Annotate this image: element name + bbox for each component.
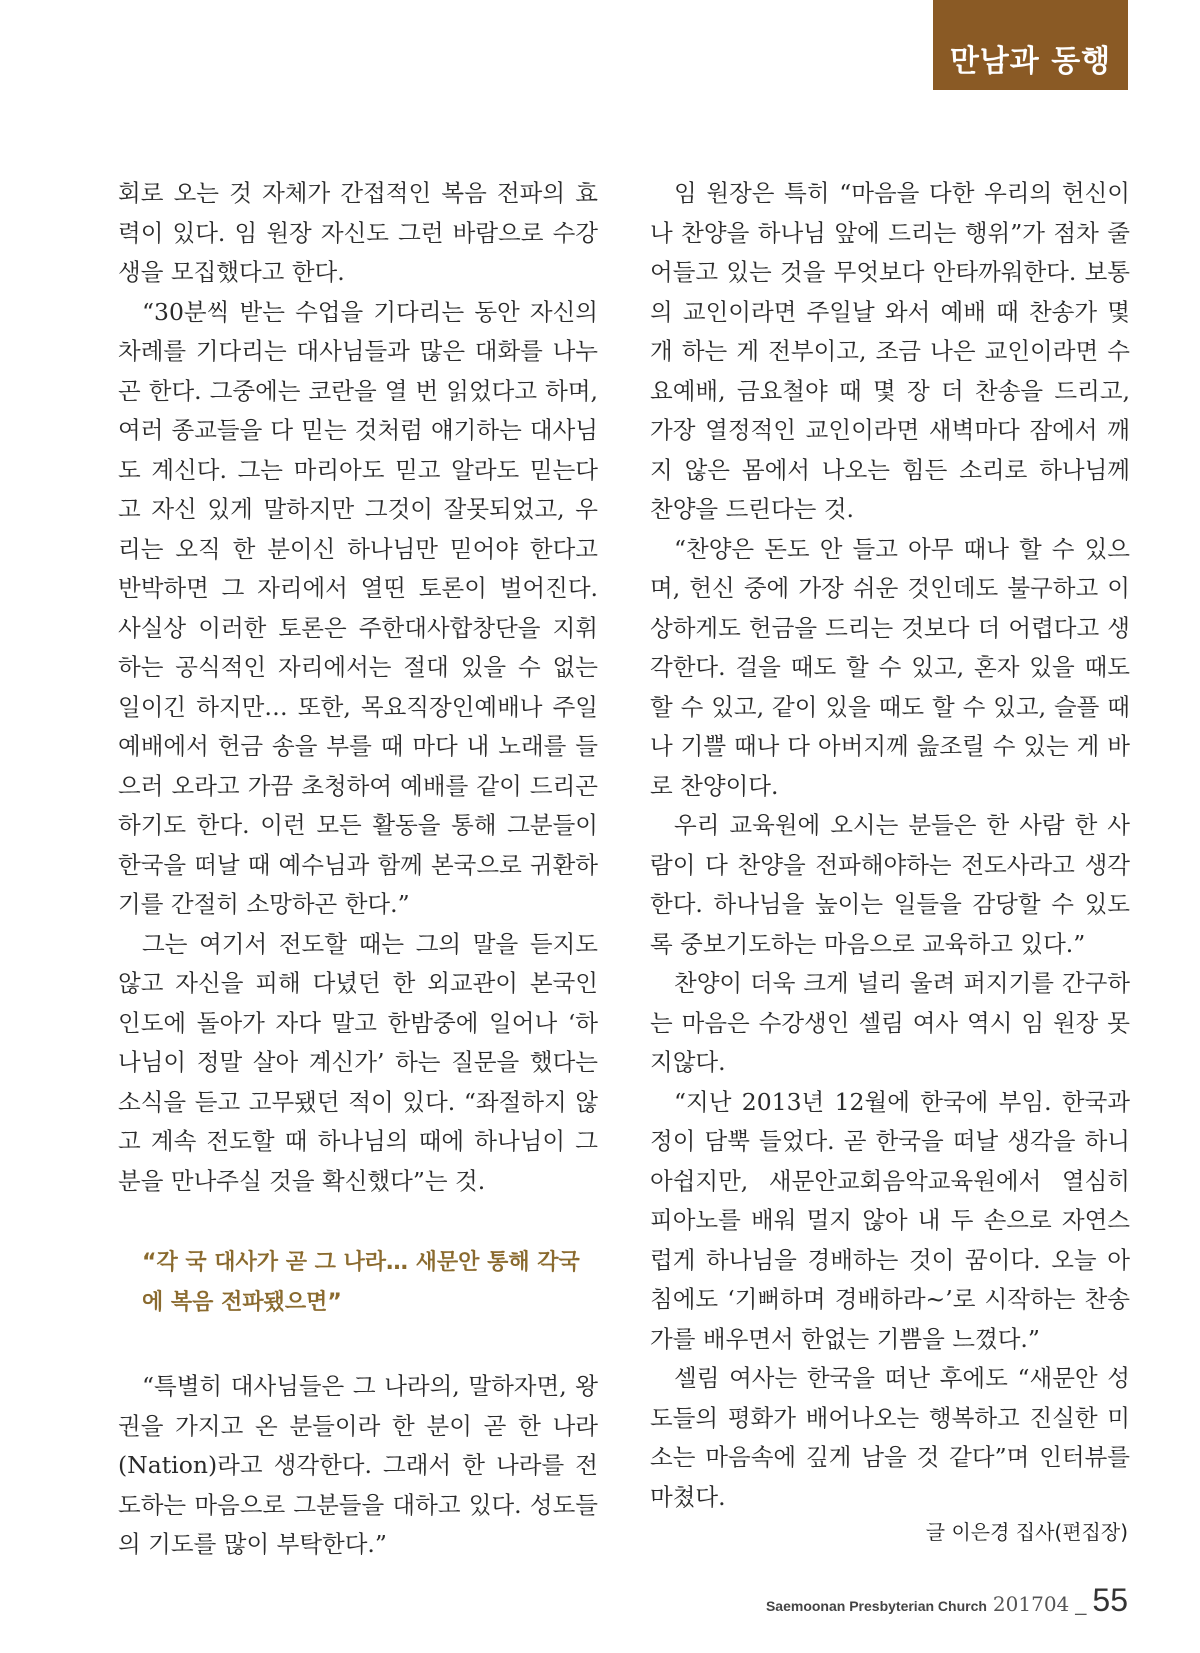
- section-title-tab: [933, 0, 1128, 90]
- issue-number: 201704: [992, 1592, 1070, 1616]
- paragraph: “30분씩 받는 수업을 기다리는 동안 자신의 차례를 기다리는 대사님들과 많은 대화를 나누곤 한다. 그중에는 코란을 열 번 읽었다고 하며, 여러 종교들을 다 믿는 것처럼 얘기하는 대사님도 계신다. 그는 마리아도 믿고 알라도 믿는다고 자신 있게 말하지만 그것이 잘못되었고, 우리는 오직 한 분이신 하나님만 믿어야 한다고 반박하면 그 자리에서 열띤 토론이 벌어진다. 사실상 이러한 토론은 주한대사합창단을 지휘하는 공식적인 자리에서는 절대 있을 수 없는 일이긴 하지만… 또한, 목요직장인예배나 주일예배에서 헌금 송을 부를 때 마다 내 노래를 들으러 오라고 가끔 초청하여 예배를 같이 드리곤 하기도 한다. 이런 모든 활동을 통해 그분들이 한국을 떠날 때 예수님과 함께 본국으로 귀환하기를 간절히 소망하곤 한다.”: [118, 297, 598, 918]
- article-column-left: [118, 174, 598, 1565]
- article-column-right: [650, 174, 1130, 1517]
- paragraph: “특별히 대사님들은 그 나라의, 말하자면, 왕권을 가지고 온 분들이라 한 분이 곧 한 나라(Nation)라고 생각한다. 그래서 한 나라를 전도하는 마음으로 그분들을 대하고 있다. 성도들의 기도를 많이 부탁한다.”: [118, 1372, 598, 1558]
- footer-separator: _: [1075, 1594, 1087, 1616]
- paragraph: “지난 2013년 12월에 한국에 부임. 한국과 정이 담뿍 들었다. 곧 한국을 떠날 생각을 하니 아쉽지만, 새문안교회음악교육원에서 열심히 피아노를 배워 멀지 않아 내 두 손으로 자연스럽게 하나님을 경배하는 것이 꿈이다. 오늘 아침에도 ‘기뻐하며 경배하라~’로 시작하는 찬송가를 배우면서 한없는 기쁨을 느꼈다.”: [650, 1087, 1130, 1353]
- paragraph: 셀림 여사는 한국을 떠난 후에도 “새문안 성도들의 평화가 배어나오는 행복하고 진실한 미소는 마음속에 깊게 남을 것 같다”며 인터뷰를 마쳤다.: [650, 1364, 1130, 1511]
- page-footer: [766, 1582, 1128, 1619]
- paragraph: 임 원장은 특히 “마음을 다한 우리의 헌신이나 찬양을 하나님 앞에 드리는 행위”가 점차 줄어들고 있는 것을 무엇보다 안타까워한다. 보통의 교인이라면 주일날 와서 예배 때 찬송가 몇 개 하는 게 전부이고, 조금 나은 교인이라면 수요예배, 금요철야 때 몇 장 더 찬송을 드리고, 가장 열정적인 교인이라면 새벽마다 잠에서 깨지 않은 몸에서 나오는 힘든 소리로 하나님께 찬양을 드린다는 것.: [650, 179, 1130, 523]
- paragraph: 찬양이 더욱 크게 널리 울려 퍼지기를 간구하는 마음은 수강생인 셀림 여사 역시 임 원장 못지않다.: [650, 969, 1130, 1076]
- church-name: Saemoonan Presbyterian Church: [765, 1598, 987, 1614]
- page-number: 55: [1092, 1582, 1128, 1618]
- paragraph: 우리 교육원에 오시는 분들은 한 사람 한 사람이 다 찬양을 전파해야하는 전도사라고 생각한다. 하나님을 높이는 일들을 감당할 수 있도록 중보기도하는 마음으로 교육하고 있다.”: [650, 811, 1130, 958]
- paragraph: “찬양은 돈도 안 들고 아무 때나 할 수 있으며, 헌신 중에 가장 쉬운 것인데도 불구하고 이상하게도 헌금을 드리는 것보다 더 어렵다고 생각한다. 걸을 때도 할 수 있고, 혼자 있을 때도 할 수 있고, 같이 있을 때도 할 수 있고, 슬플 때나 기쁠 때나 다 아버지께 읊조릴 수 있는 게 바로 찬양이다.: [650, 534, 1130, 800]
- paragraph: 회로 오는 것 자체가 간접적인 복음 전파의 효력이 있다. 임 원장 자신도 그런 바람으로 수강생을 모집했다고 한다.: [118, 179, 598, 286]
- paragraph: 그는 여기서 전도할 때는 그의 말을 듣지도 않고 자신을 피해 다녔던 한 외교관이 본국인 인도에 돌아가 자다 말고 한밤중에 일어나 ‘하나님이 정말 살아 계신가’ 하는 질문을 했다는 소식을 듣고 고무됐던 적이 있다. “좌절하지 않고 계속 전도할 때 하나님의 때에 하나님이 그 분을 만나주실 것을 확신했다”는 것.: [118, 929, 598, 1195]
- section-title: 만남과 동행: [949, 44, 1112, 79]
- author-byline: 글 이은경 집사(편집장): [925, 1520, 1128, 1544]
- pull-quote-subheading: “각 국 대사가 곧 그 나라… 새문안 통해 각국에 복음 전파됐으면”: [142, 1250, 580, 1315]
